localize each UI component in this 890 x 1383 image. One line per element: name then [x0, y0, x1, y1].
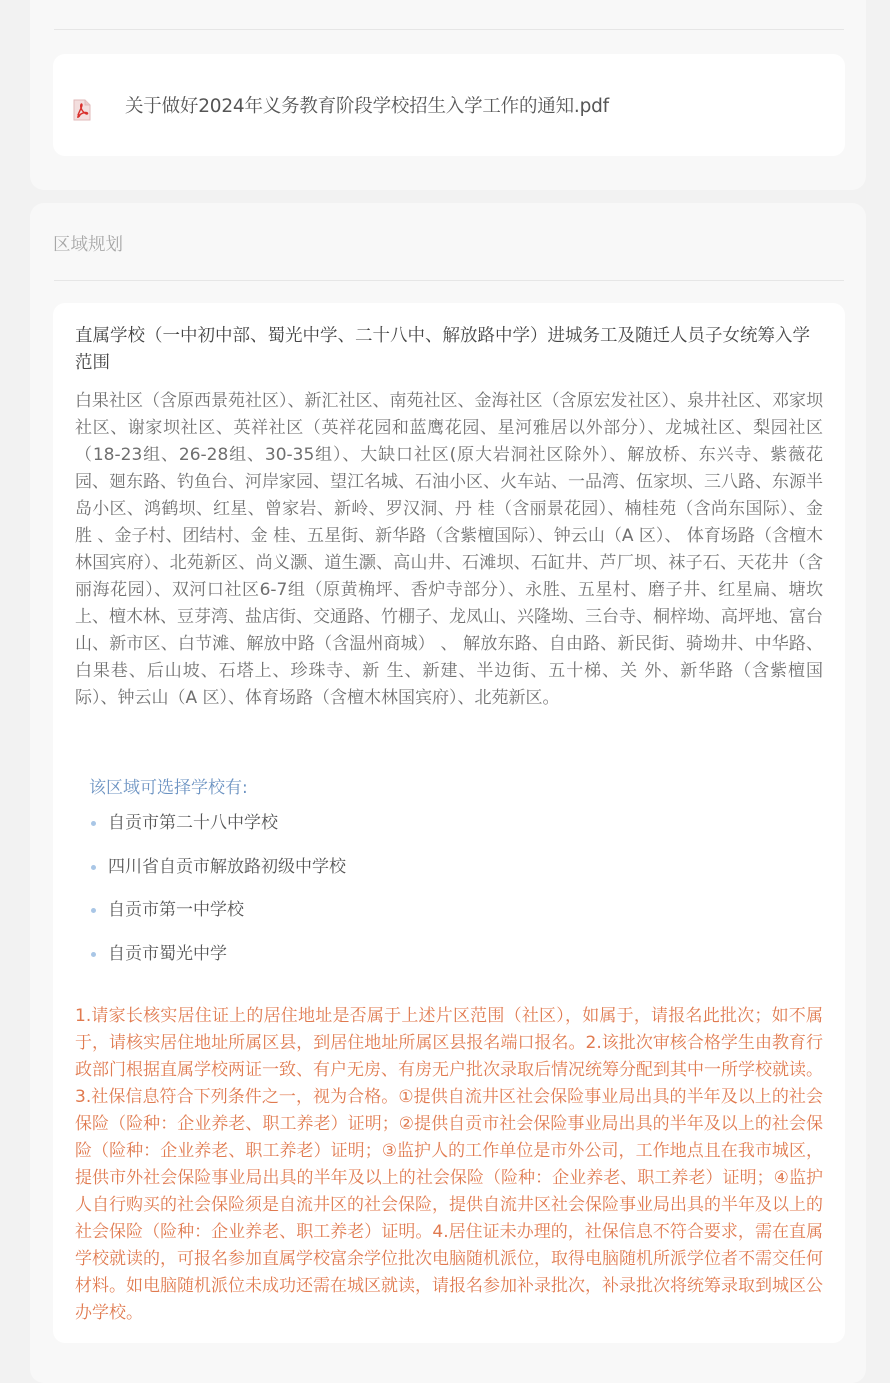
attachment-item[interactable] [53, 54, 845, 156]
bullet-icon [91, 952, 96, 957]
attachment-card [30, 0, 866, 190]
school-name: 自贡市蜀光中学 [108, 943, 227, 964]
attachment-file-name[interactable]: 关于做好2024年义务教育阶段学校招生入学工作的通知.pdf [125, 96, 609, 117]
notice-text: 1.请家长核实居住证上的居住地址是否属于上述片区范围（社区），如属于，请报名此批次；如不属于，请核实居住地址所属区县，到居住地址所属区县报名端口报名。2.该批次审核合格学生由教育行政部门根据直属学校两证一致、有户无房、有房无户批次录取后情况统筹分配到其中一所学校就读。3.社保信息符合下列条件之一，视为合格。①提供自流井区社会保险事业局出具的半年及以上的社会保险（险种：企业养老、职工养老）证明；②提供自贡市社会保险事业局出具的半年及以上的社会保险（险种：企业养老、职工养老）证明；③监护人的工作单位是市外公司，工作地点且在我市城区，提供市外社会保险事业局出具的半年及以上的社会保险（险种：企业养老、职工养老）证明；④监护人自行购买的社会保险须是自流井区的社会保险，提供自流井区社会保险事业局出具的半年及以上的社会保险（险种：企业养老、职工养老）证明。4.居住证未办理的，社保信息不符合要求，需在直属学校就读的，可报名参加直属学校富余学位批次电脑随机派位，取得电脑随机所派学位者不需交任何材料。如电脑随机派位未成功还需在城区就读，请报名参加补录批次，补录批次将统筹录取到城区公办学校。 [75, 1006, 823, 1323]
list-item [89, 852, 346, 896]
school-name: 自贡市第二十八中学校 [108, 813, 278, 833]
section-title: 区域规划 [53, 235, 123, 255]
divider [54, 29, 844, 30]
list-item [89, 808, 346, 852]
bullet-icon [91, 908, 96, 913]
region-content [53, 303, 845, 1343]
divider [54, 280, 844, 281]
school-name: 四川省自贡市解放路初级中学校 [108, 856, 346, 877]
school-list [89, 808, 346, 982]
region-planning-card [30, 203, 866, 1383]
bullet-icon [91, 865, 96, 870]
schools-heading: 该区域可选择学校有: [89, 778, 248, 798]
area-description: 白果社区（含原西景苑社区）、新汇社区、南苑社区、金海社区（含原宏发社区）、泉井社区、邓家坝社区、谢家坝社区、英祥社区（英祥花园和蓝鹰花园、星河雅居以外部分）、龙城社区、梨园社区（18-23组、26-28组、30-35组）、大缺口社区(原大岩洞社区除外）、解放桥、东兴寺、紫薇花园、廻东路、钓鱼台、河岸家园、望江名城、石油小区、火车站、一品湾、伍家坝、三八路、东源半岛小区、鸿鹤坝、红星、曾家岩、新岭、罗汉洞、丹 桂（含丽景花园）、楠桂苑（含尚东国际）、金 胜 、金子村、团结村、金 桂、五星街、新华路（含紫檀国际）、钟云山（A 区）、 体育场路（含檀木林国宾府）、北苑新区、尚义灏、道生灏、高山井、石滩坝、石缸井、芦厂坝、袜子石、天花井（含丽海花园）、双河口社区6-7组（原黄桷坪、香炉寺部分）、永胜、五星村、磨子井、红星扁、塘坎上、檀木林、豆芽湾、盐店街、交通路、竹棚子、龙凤山、兴隆坳、三台寺、桐梓坳、高坪地、富台山、新市区、白节滩、解放中路（含温州商城） 、 解放东路、自由路、新民街、骑坳井、中华路、白果巷、后山坡、石塔上、珍珠寺、新 生、新建、半边街、五十梯、关 外、新华路（含紫檀国际）、钟云山（A 区）、体育场路（含檀木林国宾府）、北苑新区。 [75, 391, 823, 708]
list-item [89, 895, 346, 939]
pdf-file-icon [73, 99, 91, 121]
area-title: 直属学校（一中初中部、蜀光中学、二十八中、解放路中学）进城务工及随迁人员子女统筹入学范围 [75, 326, 810, 373]
bullet-icon [91, 821, 96, 826]
school-name: 自贡市第一中学校 [108, 900, 244, 920]
list-item [89, 939, 346, 983]
